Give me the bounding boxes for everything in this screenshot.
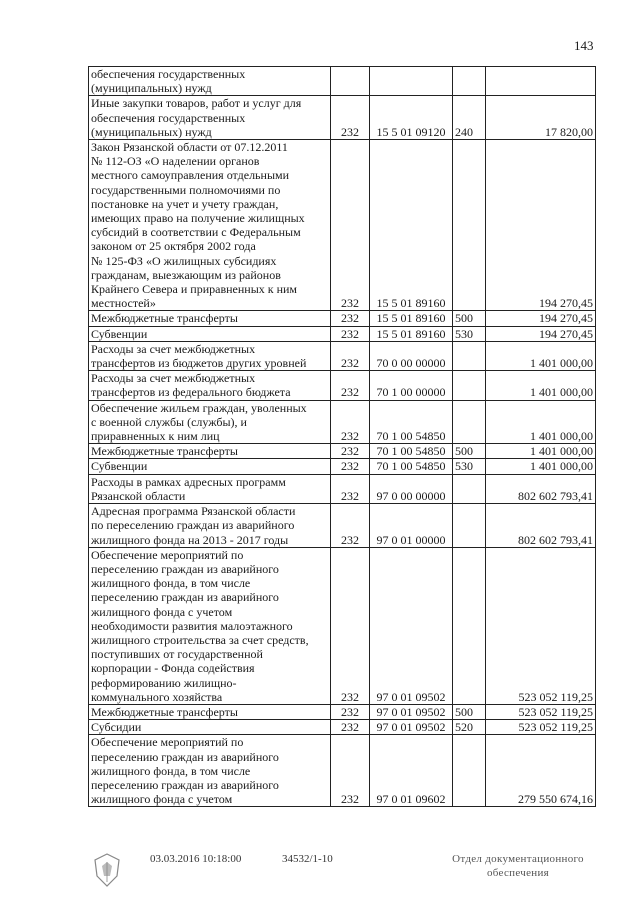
row-ved-cell: 232 (331, 474, 370, 503)
row-vr-cell: 500 (453, 311, 486, 326)
row-csr-cell: 97 0 01 09602 (370, 735, 453, 807)
stamp-text: Отдел документационного обеспечения (452, 853, 584, 879)
row-vr-cell (453, 140, 486, 311)
row-ved-cell: 232 (331, 547, 370, 704)
row-vr-cell (453, 400, 486, 444)
row-name-cell: Субвенции (89, 326, 331, 341)
row-csr-cell: 97 0 01 09502 (370, 720, 453, 735)
row-ved-cell: 232 (331, 140, 370, 311)
row-ved-cell: 232 (331, 311, 370, 326)
department-stamp (428, 852, 608, 880)
row-name-cell: Расходы за счет межбюджетных трансфертов из бюджетов других уровней (89, 341, 331, 370)
row-name-cell: Расходы в рамках адресных программ Рязанской области (89, 474, 331, 503)
footer-doc-number: 34532/1-10 (282, 853, 333, 865)
table-row (89, 444, 596, 459)
row-sum-cell: 194 270,45 (486, 140, 596, 311)
table-row (89, 140, 596, 311)
table-row (89, 341, 596, 370)
row-vr-cell (453, 67, 486, 96)
row-csr-cell: 70 0 00 00000 (370, 341, 453, 370)
row-vr-cell: 500 (453, 444, 486, 459)
table-row (89, 547, 596, 704)
row-vr-cell (453, 474, 486, 503)
row-csr-cell: 15 5 01 89160 (370, 311, 453, 326)
coat-of-arms-icon (92, 852, 122, 888)
row-vr-cell (453, 735, 486, 807)
row-csr-cell: 97 0 01 09502 (370, 704, 453, 719)
row-vr-cell: 240 (453, 96, 486, 140)
row-ved-cell: 232 (331, 326, 370, 341)
row-sum-cell: 523 052 119,25 (486, 720, 596, 735)
row-name-cell: Межбюджетные трансферты (89, 444, 331, 459)
row-ved-cell: 232 (331, 704, 370, 719)
row-sum-cell: 194 270,45 (486, 311, 596, 326)
row-csr-cell: 70 1 00 54850 (370, 459, 453, 474)
row-name-cell: Расходы за счет межбюджетных трансфертов из федерального бюджета (89, 371, 331, 400)
table-row (89, 504, 596, 548)
row-sum-cell: 1 401 000,00 (486, 341, 596, 370)
row-ved-cell (331, 67, 370, 96)
row-name-cell: Обеспечение жильем граждан, уволенных с военной службы (службы), и приравненных к ним лиц (89, 400, 331, 444)
row-sum-cell: 523 052 119,25 (486, 547, 596, 704)
table-row (89, 311, 596, 326)
row-ved-cell: 232 (331, 504, 370, 548)
row-name-cell: Субсидии (89, 720, 331, 735)
row-name-cell: Иные закупки товаров, работ и услуг для обеспечения государственных (муниципальных) нужд (89, 96, 331, 140)
row-ved-cell: 232 (331, 720, 370, 735)
row-csr-cell (370, 67, 453, 96)
row-sum-cell: 279 550 674,16 (486, 735, 596, 807)
row-csr-cell: 15 5 01 09120 (370, 96, 453, 140)
row-sum-cell: 1 401 000,00 (486, 400, 596, 444)
row-sum-cell: 1 401 000,00 (486, 371, 596, 400)
row-vr-cell (453, 371, 486, 400)
row-vr-cell: 530 (453, 459, 486, 474)
row-csr-cell: 70 1 00 00000 (370, 371, 453, 400)
row-vr-cell: 520 (453, 720, 486, 735)
row-csr-cell: 15 5 01 89160 (370, 140, 453, 311)
row-name-cell: Обеспечение мероприятий по переселению граждан из аварийного жилищного фонда, в том числе переселению граждан из аварийного жилищного фонда с учетом необходимости развития малоэтажного жилищного строительства за счет средств, поступивших от государственной корпорации - Фонда содействия реформированию жилищно- коммунального хозяйства (89, 547, 331, 704)
row-name-cell: Субвенции (89, 459, 331, 474)
table-row (89, 459, 596, 474)
row-sum-cell: 194 270,45 (486, 326, 596, 341)
row-name-cell: Обеспечение мероприятий по переселению граждан из аварийного жилищного фонда, в том числе переселению граждан из аварийного жилищного фонда с учетом (89, 735, 331, 807)
row-vr-cell: 530 (453, 326, 486, 341)
row-ved-cell: 232 (331, 735, 370, 807)
row-csr-cell: 70 1 00 54850 (370, 444, 453, 459)
row-ved-cell: 232 (331, 444, 370, 459)
row-ved-cell: 232 (331, 459, 370, 474)
row-csr-cell: 97 0 01 09502 (370, 547, 453, 704)
row-vr-cell: 500 (453, 704, 486, 719)
row-csr-cell: 70 1 00 54850 (370, 400, 453, 444)
row-vr-cell (453, 547, 486, 704)
row-csr-cell: 97 0 01 00000 (370, 504, 453, 548)
row-name-cell: Адресная программа Рязанской области по переселению граждан из аварийного жилищного фонда на 2013 - 2017 годы (89, 504, 331, 548)
row-sum-cell: 1 401 000,00 (486, 444, 596, 459)
row-csr-cell: 15 5 01 89160 (370, 326, 453, 341)
row-vr-cell (453, 341, 486, 370)
page-number: 143 (574, 38, 594, 53)
table-row (89, 96, 596, 140)
row-ved-cell: 232 (331, 96, 370, 140)
budget-table (88, 66, 596, 807)
row-name-cell: Закон Рязанской области от 07.12.2011 № 112-ОЗ «О наделении органов местного самоуправления отдельными государственными полномочиями по постановке на учет и учету граждан, имеющих право на получение жилищных субсидий в соответствии с Федеральным законом от 25 октября 2002 года № 125-ФЗ «О жилищных субсидиях гражданам, выезжающим из районов Крайнего Севера и приравненных к ним местностей» (89, 140, 331, 311)
row-ved-cell: 232 (331, 371, 370, 400)
table-row (89, 720, 596, 735)
table-row (89, 474, 596, 503)
row-sum-cell (486, 67, 596, 96)
table-row (89, 735, 596, 807)
row-name-cell: Межбюджетные трансферты (89, 704, 331, 719)
table-row (89, 371, 596, 400)
row-ved-cell: 232 (331, 341, 370, 370)
footer-date: 03.03.2016 10:18:00 (150, 853, 242, 865)
row-name-cell: обеспечения государственных (муниципальных) нужд (89, 67, 331, 96)
row-sum-cell: 802 602 793,41 (486, 474, 596, 503)
row-vr-cell (453, 504, 486, 548)
row-sum-cell: 1 401 000,00 (486, 459, 596, 474)
table-row (89, 400, 596, 444)
table-row (89, 704, 596, 719)
row-csr-cell: 97 0 00 00000 (370, 474, 453, 503)
row-sum-cell: 802 602 793,41 (486, 504, 596, 548)
table-row (89, 326, 596, 341)
table-row (89, 67, 596, 96)
row-ved-cell: 232 (331, 400, 370, 444)
row-sum-cell: 17 820,00 (486, 96, 596, 140)
row-name-cell: Межбюджетные трансферты (89, 311, 331, 326)
row-sum-cell: 523 052 119,25 (486, 704, 596, 719)
